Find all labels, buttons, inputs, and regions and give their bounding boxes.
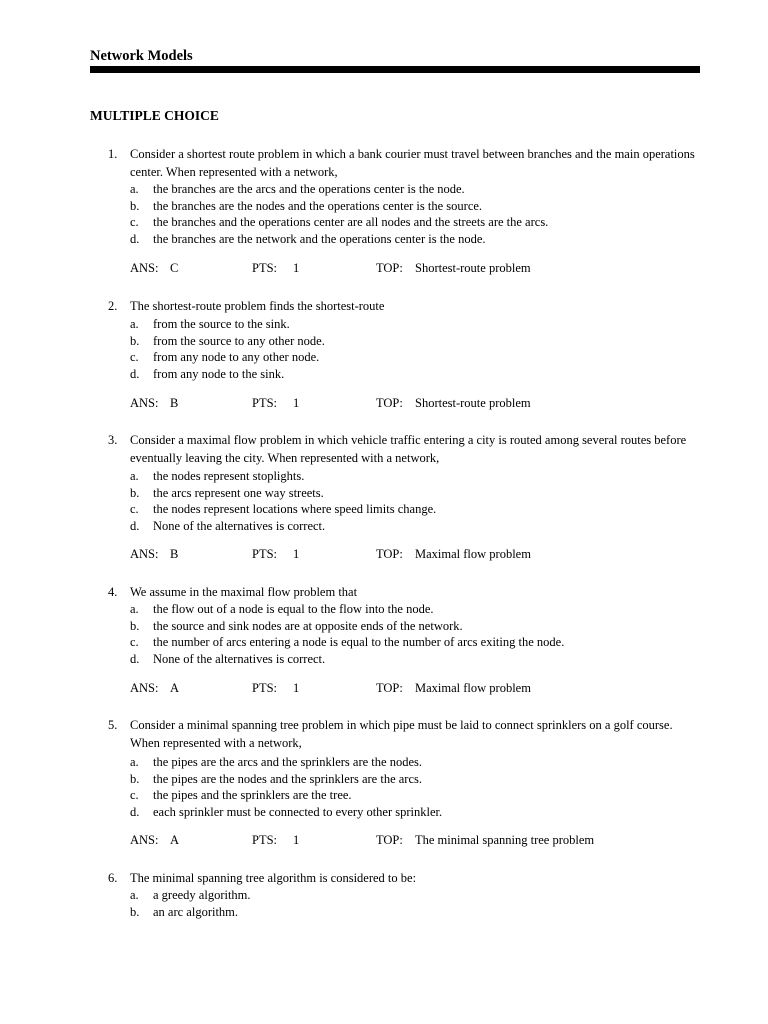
topic-value: Maximal flow problem — [415, 681, 531, 695]
choice-letter: c. — [130, 502, 139, 517]
question-number: 2. — [108, 299, 118, 313]
document-title: Network Models — [90, 48, 193, 64]
choice-text: the pipes are the nodes and the sprinklers are the arcs. — [153, 771, 422, 786]
points-value: 1 — [293, 261, 300, 275]
topic-value: The minimal spanning tree problem — [415, 833, 595, 847]
topic-value: Shortest-route problem — [415, 261, 531, 275]
choice-text: the number of arcs entering a node is equal to the number of arcs exiting the node. — [153, 635, 565, 650]
points-value: 1 — [293, 681, 300, 695]
choice-letter: c. — [130, 350, 139, 365]
topic-label: TOP: — [376, 681, 403, 695]
choice-letter: c. — [130, 788, 139, 803]
answer-row — [130, 394, 690, 412]
points-label: PTS: — [252, 396, 278, 410]
choice-letter: b. — [130, 618, 140, 633]
question-number: 5. — [108, 718, 118, 732]
points-label: PTS: — [252, 681, 278, 695]
choice-text: from the source to any other node. — [153, 333, 325, 348]
answer-value: A — [170, 681, 180, 695]
choice-letter: c. — [130, 635, 139, 650]
points-label: PTS: — [252, 833, 278, 847]
choice-letter: d. — [130, 519, 140, 534]
choice-letter: a. — [130, 602, 139, 616]
topic-label: TOP: — [376, 547, 403, 561]
question-number: 4. — [108, 585, 118, 599]
choice-letter: b. — [130, 771, 140, 786]
question-number: 3. — [108, 433, 118, 447]
choice-text: the pipes and the sprinklers are the tree. — [153, 788, 352, 803]
choice-text: from any node to the sink. — [153, 367, 285, 382]
choice-letter: a. — [130, 755, 139, 769]
choice-text: the branches are the network and the operations center is the node. — [153, 232, 486, 247]
question-number: 6. — [108, 871, 118, 885]
choice-letter: d. — [130, 232, 140, 247]
points-value: 1 — [293, 547, 300, 561]
choice-letter: b. — [130, 485, 140, 500]
choice-text: None of the alternatives is correct. — [153, 652, 326, 667]
answer-value: C — [170, 261, 179, 275]
points-value: 1 — [293, 396, 300, 410]
points-value: 1 — [293, 833, 300, 847]
choice-letter: d. — [130, 652, 140, 667]
choice-text: the branches are the nodes and the operations center is the source. — [153, 198, 483, 213]
choice-text: the flow out of a node is equal to the flow into the node. — [153, 602, 434, 616]
topic-label: TOP: — [376, 261, 403, 275]
answer-label: ANS: — [130, 261, 159, 275]
choice-letter: a. — [130, 182, 139, 196]
question-text: We assume in the maximal flow problem that — [130, 585, 358, 599]
choice-text: from any node to any other node. — [153, 350, 320, 365]
question-text: The minimal spanning tree algorithm is considered to be: — [130, 871, 417, 885]
title-rule — [90, 66, 700, 73]
answer-label: ANS: — [130, 547, 159, 561]
choice-text: each sprinkler must be connected to every other sprinkler. — [153, 805, 443, 820]
question-number: 1. — [108, 147, 118, 161]
topic-value: Maximal flow problem — [415, 547, 531, 561]
topic-value: Shortest-route problem — [415, 396, 531, 410]
choice-text: None of the alternatives is correct. — [153, 519, 326, 534]
points-label: PTS: — [252, 261, 278, 275]
choice-text: an arc algorithm. — [153, 904, 239, 919]
choice-letter: b. — [130, 904, 140, 919]
choice-letter: d. — [130, 805, 140, 820]
choice-letter: c. — [130, 215, 139, 230]
choice-text: the pipes are the arcs and the sprinklers are the nodes. — [153, 755, 422, 769]
answer-label: ANS: — [130, 681, 159, 695]
answer-row — [130, 831, 690, 849]
choice-text: a greedy algorithm. — [153, 888, 251, 902]
choice-letter: a. — [130, 317, 139, 331]
question-text: Consider a shortest route problem in which a bank courier must travel between branches and the main operations center. When represented with a network, — [130, 147, 695, 179]
choice-letter: a. — [130, 888, 139, 902]
choice-letter: b. — [130, 198, 140, 213]
answer-value: A — [170, 833, 180, 847]
answer-row — [130, 259, 690, 277]
question-text: Consider a maximal flow problem in which vehicle traffic entering a city is routed among several routes before eventually leaving the city. When represented with a network, — [130, 433, 687, 465]
topic-label: TOP: — [376, 396, 403, 410]
answer-label: ANS: — [130, 396, 159, 410]
choice-text: from the source to the sink. — [153, 317, 290, 331]
choice-letter: b. — [130, 333, 140, 348]
section-heading: MULTIPLE CHOICE — [90, 108, 219, 123]
choice-text: the branches are the arcs and the operations center is the node. — [153, 182, 465, 196]
answer-row — [130, 545, 690, 563]
answer-value: B — [170, 547, 179, 561]
choice-text: the arcs represent one way streets. — [153, 485, 324, 500]
answer-value: B — [170, 396, 179, 410]
points-label: PTS: — [252, 547, 278, 561]
choice-text: the branches and the operations center are all nodes and the streets are the arcs. — [153, 215, 549, 230]
question-text: Consider a minimal spanning tree problem in which pipe must be laid to connect sprinklers on a golf course. When represented with a network, — [130, 718, 673, 750]
choice-text: the nodes represent stoplights. — [153, 469, 305, 483]
choice-letter: a. — [130, 469, 139, 483]
answer-label: ANS: — [130, 833, 159, 847]
choice-text: the source and sink nodes are at opposite ends of the network. — [153, 618, 463, 633]
question-text: The shortest-route problem finds the shortest-route — [130, 299, 385, 313]
answer-row — [130, 679, 690, 697]
choice-text: the nodes represent locations where speed limits change. — [153, 502, 437, 517]
topic-label: TOP: — [376, 833, 403, 847]
choice-letter: d. — [130, 367, 140, 382]
